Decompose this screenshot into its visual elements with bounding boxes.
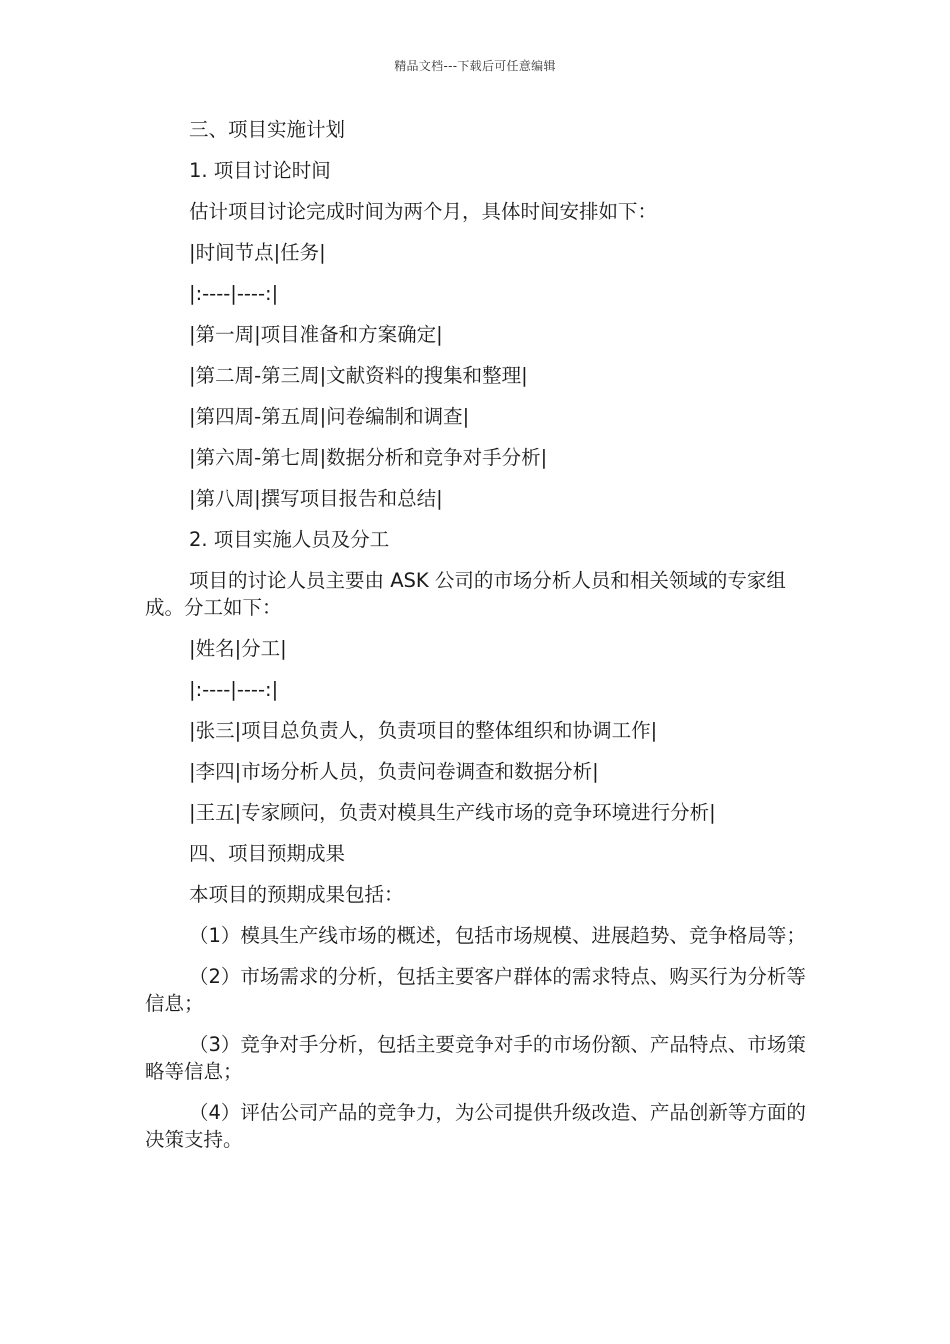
list-item-result-3: （3）竞争对手分析，包括主要竞争对手的市场份额、产品特点、市场策略等信息；: [145, 1033, 806, 1083]
paragraph-results-intro: 本项目的预期成果包括：: [189, 883, 404, 906]
table-line: |第六周-第七周|数据分析和竞争对手分析|: [189, 446, 548, 469]
section-heading-results: 四、项目预期成果: [189, 842, 346, 865]
list-item-result-4: （4）评估公司产品的竞争力，为公司提供升级改造、产品创新等方面的决策支持。: [145, 1101, 806, 1151]
subsection-heading-time: 1. 项目讨论时间: [189, 159, 331, 182]
table-line: |第一周|项目准备和方案确定|: [189, 323, 443, 346]
table-line: |第八周|撰写项目报告和总结|: [189, 487, 443, 510]
table-line-align: |:----|----:|: [189, 282, 279, 305]
table-line: |第四周-第五周|问卷编制和调查|: [189, 405, 470, 428]
table-line: |第二周-第三周|文献资料的搜集和整理|: [189, 364, 528, 387]
list-item-result-1: （1）模具生产线市场的概述，包括市场规模、进展趋势、竞争格局等；: [189, 924, 806, 947]
table-line-header: |时间节点|任务|: [189, 241, 326, 264]
page-header: 精品文档---下载后可任意编辑: [394, 59, 556, 73]
list-item-result-2: （2）市场需求的分析，包括主要客户群体的需求特点、购买行为分析等信息；: [145, 965, 806, 1015]
paragraph-time-intro: 估计项目讨论完成时间为两个月，具体时间安排如下：: [189, 200, 658, 223]
table-line: |李四|市场分析人员，负责问卷调查和数据分析|: [189, 760, 599, 783]
table-line: |张三|项目总负责人，负责项目的整体组织和协调工作|: [189, 719, 658, 742]
section-heading-plan: 三、项目实施计划: [189, 118, 346, 141]
subsection-heading-staff: 2. 项目实施人员及分工: [189, 528, 390, 551]
document-body: [145, 116, 810, 1167]
paragraph-staff-intro: 项目的讨论人员主要由 ASK 公司的市场分析人员和相关领域的专家组成。分工如下：: [145, 569, 786, 619]
table-line-header: |姓名|分工|: [189, 637, 287, 660]
table-line-align: |:----|----:|: [189, 678, 279, 701]
table-line: |王五|专家顾问，负责对模具生产线市场的竞争环境进行分析|: [189, 801, 716, 824]
